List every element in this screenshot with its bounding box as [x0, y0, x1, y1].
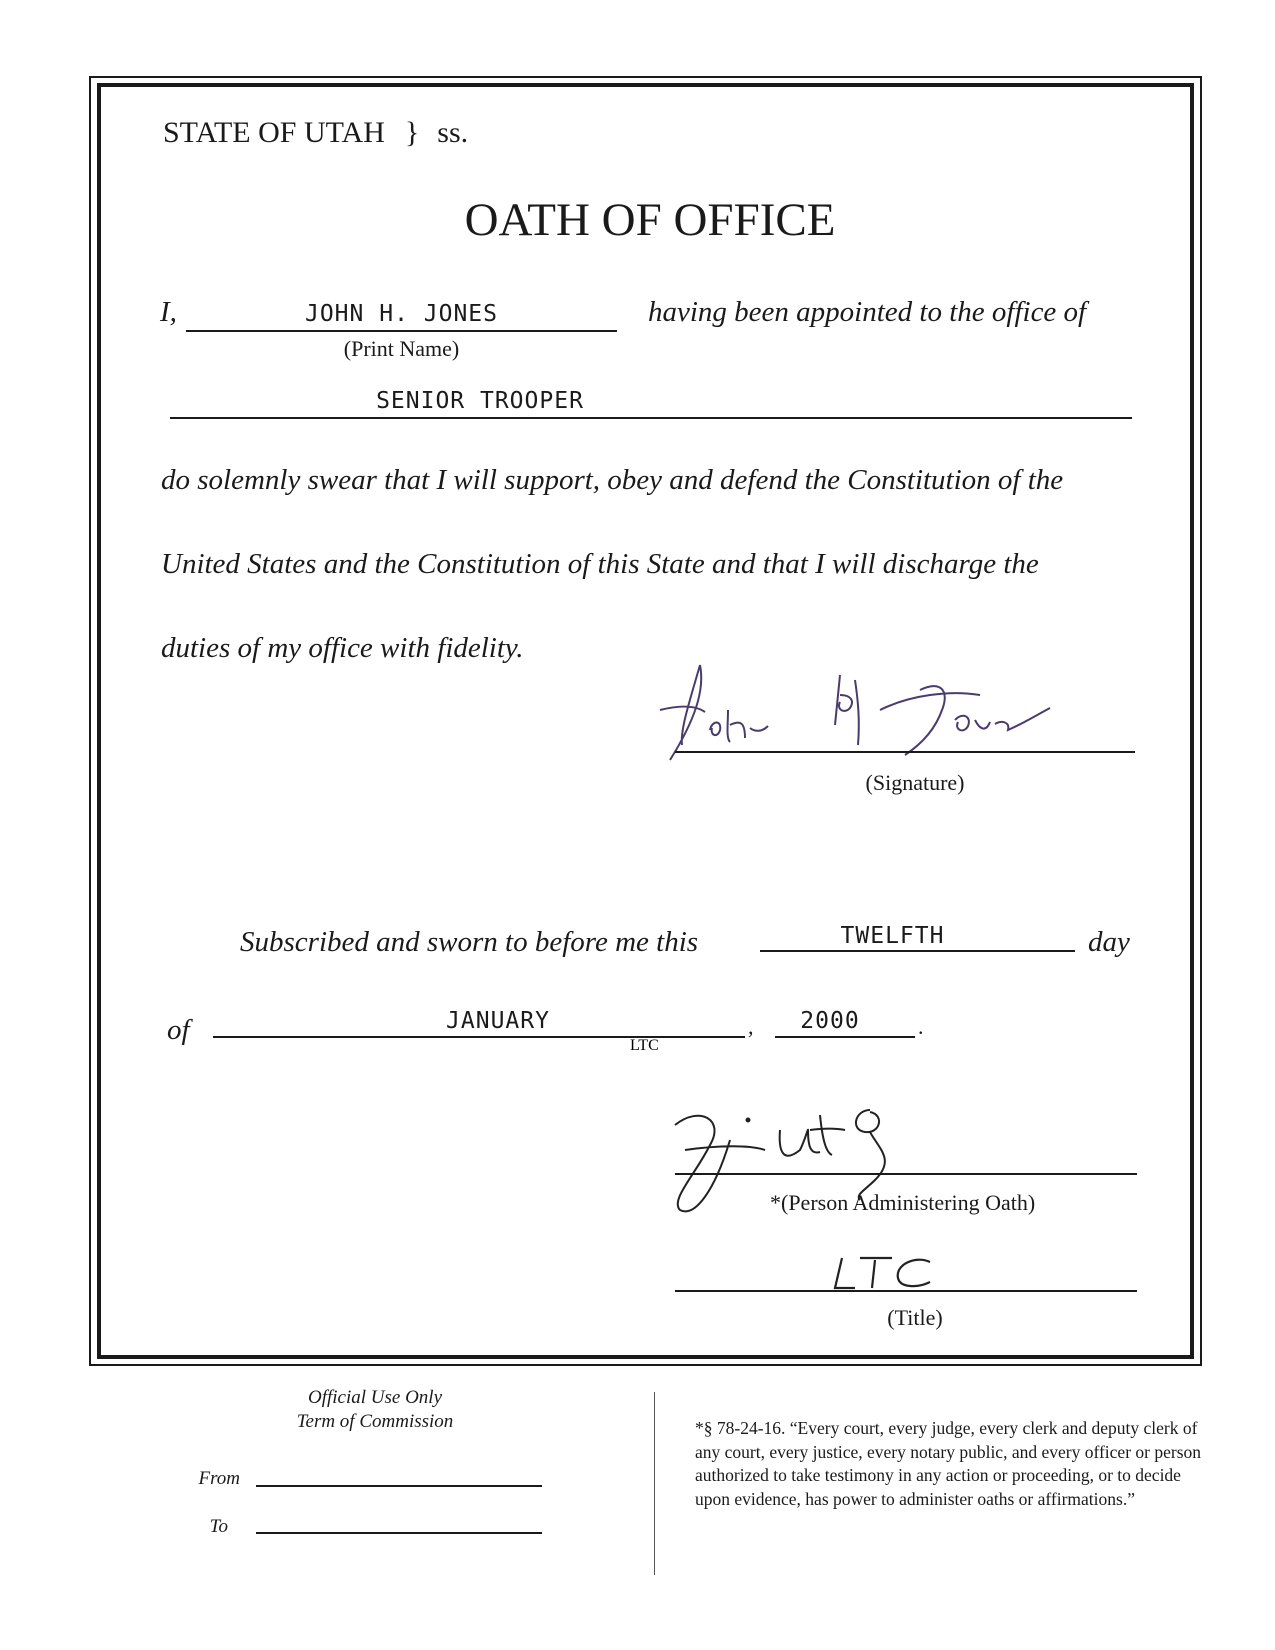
brace-glyph: }: [404, 116, 420, 149]
year-underline: [775, 1036, 915, 1038]
appointed-text: having been appointed to the office of: [648, 296, 1087, 328]
administrator-caption: *(Person Administering Oath): [770, 1190, 1036, 1215]
to-underline[interactable]: [256, 1532, 542, 1534]
office-value: SENIOR TROOPER: [376, 388, 584, 414]
state-name: STATE OF UTAH: [163, 116, 385, 149]
signature-underline: [675, 751, 1135, 753]
state-heading: [163, 116, 468, 150]
name-underline: [186, 330, 617, 332]
title-underline: [675, 1290, 1137, 1292]
term-heading: Term of Commission: [296, 1411, 454, 1432]
to-label: To: [209, 1516, 228, 1537]
office-underline: [170, 417, 1132, 419]
year-value: 2000: [800, 1008, 860, 1034]
period-glyph: .: [918, 1014, 924, 1039]
from-label: From: [198, 1468, 240, 1489]
statute-footnote: *§ 78-24-16. “Every court, every judge, every clerk and deputy clerk of any court, every justice, every notary public, and every officer or person authorized to take testimony in any action or proceeding, or to decide upon evidence, has power to administer oaths or affirmations.”: [695, 1418, 1202, 1509]
officer-signature: [650, 650, 1100, 780]
month-value: JANUARY: [446, 1008, 550, 1034]
oath-line-2: United States and the Constitution of this State and that I will discharge the: [161, 548, 1039, 580]
official-use-heading: Official Use Only: [307, 1387, 443, 1408]
section-divider: [654, 1392, 655, 1575]
ss-abbrev: ss.: [437, 116, 469, 149]
comma-glyph: ,: [748, 1014, 754, 1039]
signature-caption: (Signature): [865, 770, 965, 795]
day-underline: [760, 950, 1075, 952]
title-caption: (Title): [887, 1305, 943, 1330]
i-prefix: I,: [160, 296, 177, 328]
of-prefix: of: [167, 1014, 190, 1046]
oath-line-3: duties of my office with fidelity.: [161, 632, 524, 664]
subscribed-text: Subscribed and sworn to before me this: [240, 926, 699, 958]
day-suffix: day: [1088, 926, 1130, 958]
from-underline[interactable]: [256, 1485, 542, 1487]
print-name-caption: (Print Name): [343, 336, 460, 361]
page-title: OATH OF OFFICE: [464, 194, 836, 246]
title-value: LTC: [630, 1037, 659, 1054]
oath-line-1: do solemnly swear that I will support, obey and defend the Constitution of the: [161, 464, 1064, 496]
day-value: TWELFTH: [840, 923, 945, 949]
administrator-underline: [675, 1173, 1137, 1175]
print-name-value: JOHN H. JONES: [304, 301, 498, 327]
month-underline: [213, 1036, 745, 1038]
